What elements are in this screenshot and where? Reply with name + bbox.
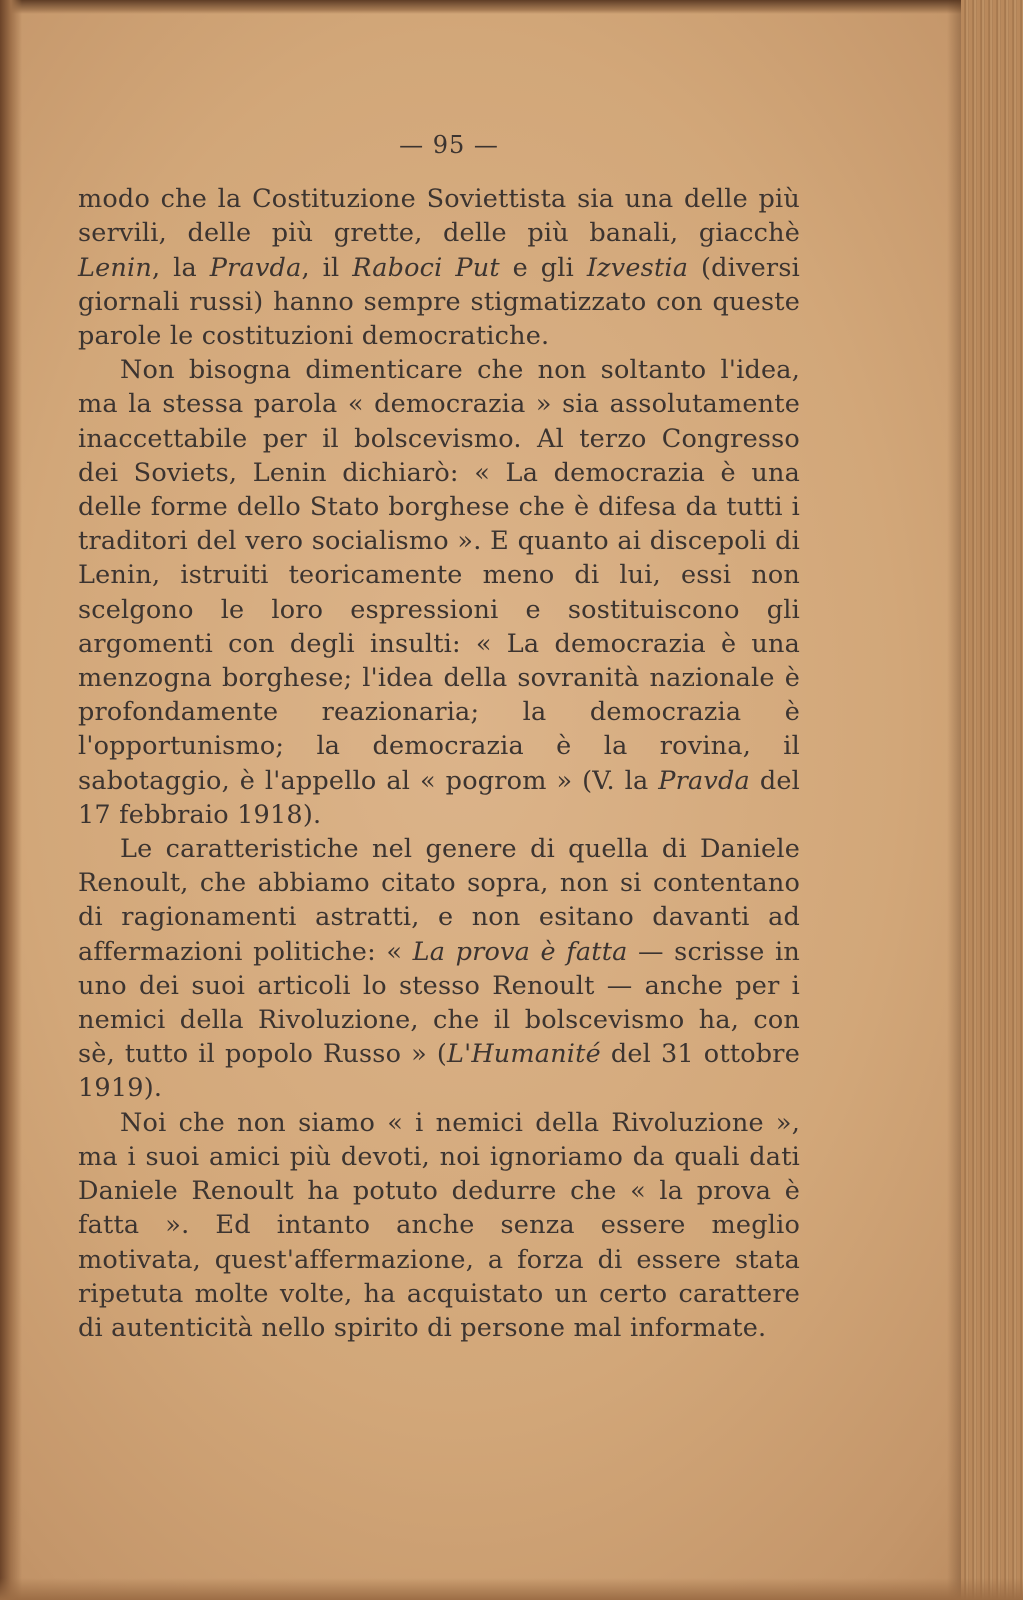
page-stack-edge	[961, 0, 1023, 1600]
text-block	[78, 128, 800, 1345]
text-segment: modo che la Costituzione Soviettista sia una delle più servili, delle più grette, delle più banali, giacchè	[78, 184, 800, 249]
paragraph	[78, 1106, 800, 1345]
paragraph	[78, 832, 800, 1106]
italic-text: Pravda	[209, 252, 302, 283]
page-left-edge	[0, 0, 22, 1600]
text-segment: del 31 ottobre 1919).	[78, 1039, 800, 1104]
italic-text: Pravda	[658, 765, 750, 796]
italic-text: Izvestia	[586, 252, 689, 283]
text-segment: del 17 febbraio 1918).	[78, 765, 800, 830]
page-number: — 95 —	[399, 131, 499, 159]
text-segment: (diversi giornali russi) hanno sempre stigmatizzato con queste parole le costituzioni democratiche.	[78, 252, 800, 352]
text-segment: Noi che non siamo « i nemici della Rivoluzione », ma i suoi amici più devoti, noi ignoriamo da quali dati Daniele Renoult ha potuto dedurre che « la prova è fatta ». Ed intanto anche senza essere meglio motivata, quest'affermazione, a forza di essere stata ripetuta molte volte, ha acquistato un certo carattere di autenticità nello spirito di persone mal informate.	[78, 1107, 800, 1343]
text-segment: — scrisse in uno dei suoi articoli lo stesso Renoult — anche per i nemici della Rivoluzione, che il bolscevismo ha, con sè, tutto il popolo Russo » (	[78, 936, 800, 1070]
paragraph	[78, 353, 800, 832]
text-segment: , il	[301, 252, 353, 283]
text-segment: , la	[152, 252, 210, 283]
paragraph	[78, 182, 800, 353]
italic-text: La prova è fatta	[412, 936, 628, 967]
text-segment: Non bisogna dimenticare che non soltanto l'idea, ma la stessa parola « democrazia » sia assolutamente inaccettabile per il bolscevismo. Al terzo Congresso dei Soviets, Lenin dichiarò: « La democrazia è una delle forme dello Stato borghese che è difesa da tutti i traditori del vero socialismo ». E quanto ai discepoli di Lenin, istruiti teoricamente meno di lui, essi non scelgono le loro espressioni e sostituiscono gli argomenti con degli insulti: « La democrazia è una menzogna borghese; l'idea della sovranità nazionale è profondamente reazionaria; la democrazia è l'opportunismo; la democrazia è la rovina, il sabotaggio, è l'appello al « pogrom » (V. la	[78, 355, 800, 796]
italic-text: Raboci Put	[352, 252, 500, 283]
text-segment: Le caratteristiche nel genere di quella di Daniele Renoult, che abbiamo citato sopra, non si contentano di ragionamenti astratti, e non esitano davanti ad affermazioni politiche: «	[78, 834, 800, 967]
body-text	[78, 182, 800, 1345]
italic-text: Lenin	[78, 252, 153, 283]
page-bottom-edge	[0, 1578, 1023, 1600]
italic-text: L'Humanité	[447, 1039, 601, 1070]
text-segment: e gli	[499, 252, 587, 283]
page-top-edge	[0, 0, 1023, 14]
